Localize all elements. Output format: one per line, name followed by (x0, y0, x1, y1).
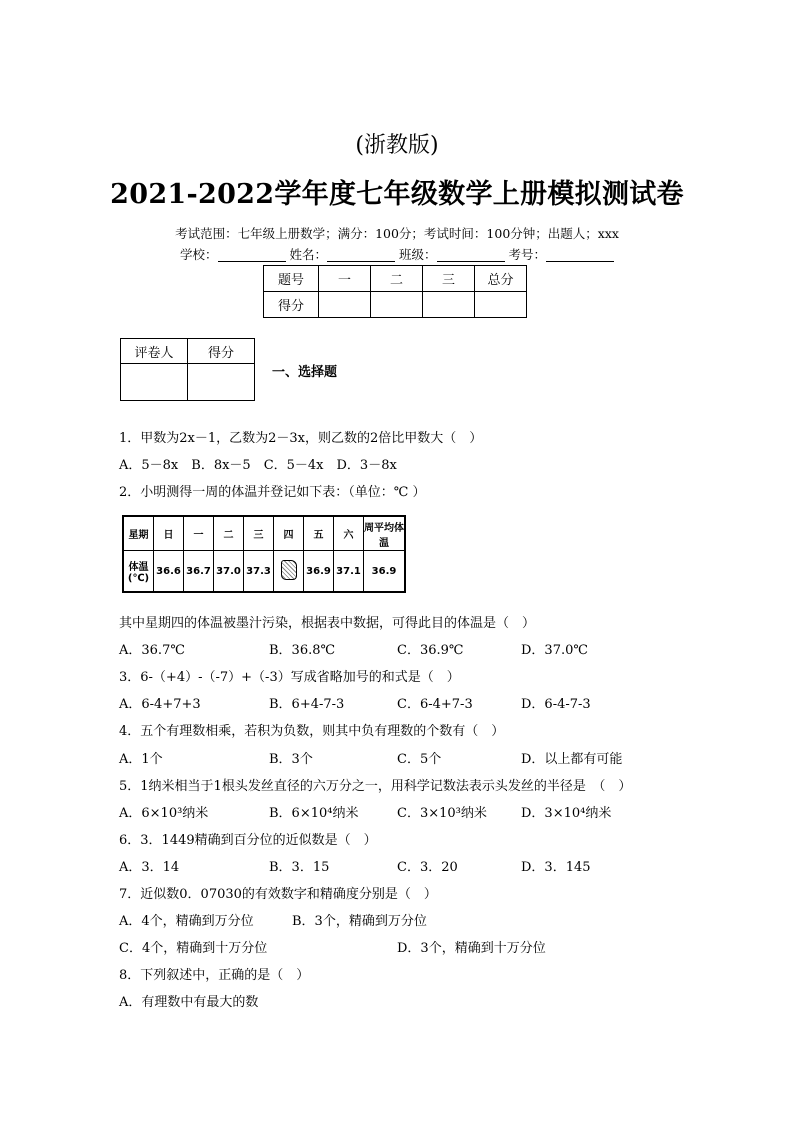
question-5-option-b[interactable]: B．6×10⁴纳米 (269, 806, 359, 821)
grader-label: 评卷人 (121, 339, 188, 364)
temp-header-cell: 二 (214, 516, 244, 551)
question-5-stem: 5．1纳米相当于1根头发丝直径的六万分之一，用科学记数法表示头发丝的半径是 （ ） (119, 779, 632, 794)
question-2-option-d[interactable]: D．37.0℃ (521, 643, 588, 658)
grader-table (120, 338, 255, 401)
question-2-option-c[interactable]: C．36.9℃ (397, 643, 464, 658)
temp-header-cell: 周平均体温 (364, 516, 406, 551)
score-header-cell: 一 (319, 266, 371, 292)
question-1-stem: 1．甲数为2x－1，乙数为2－3x，则乙数的2倍比甲数大（ ） (119, 431, 483, 446)
edition-label: (浙教版) (355, 133, 439, 158)
temp-value-cell: 36.7 (184, 551, 214, 593)
temp-row-label: 体温(℃) (123, 551, 154, 593)
question-6-option-d[interactable]: D．3．145 (521, 860, 591, 875)
grader-score-cell[interactable] (188, 364, 255, 401)
student-info-line (0, 245, 794, 263)
question-3-option-d[interactable]: D．6-4-7-3 (521, 697, 591, 712)
question-6-option-c[interactable]: C．3．20 (397, 860, 458, 875)
temp-value-cell: 37.0 (214, 551, 244, 593)
exam-info: 考试范围：七年级上册数学；满分：100分；考试时间：100分钟；出题人；xxx (175, 226, 619, 241)
question-7-option-b[interactable]: B．3个，精确到万分位 (292, 914, 427, 929)
temp-header-cell: 三 (244, 516, 274, 551)
question-8-stem: 8．下列叙述中，正确的是（ ） (119, 968, 310, 983)
temp-header-cell: 五 (304, 516, 334, 551)
school-blank[interactable] (218, 247, 286, 262)
score-cell[interactable] (475, 292, 527, 318)
section-title: 一、选择题 (272, 365, 338, 380)
question-1-options: A．5－8x B．8x－5 C．5－4x D．3－8x (119, 458, 397, 473)
question-6-option-a[interactable]: A．3．14 (119, 860, 180, 875)
score-table-header-row (264, 266, 527, 292)
question-2-option-a[interactable]: A．36.7℃ (119, 643, 185, 658)
question-4-option-d[interactable]: D．以上都有可能 (521, 752, 623, 767)
question-6-option-b[interactable]: B．3．15 (269, 860, 330, 875)
temperature-table-header (123, 516, 405, 551)
score-header-cell: 总分 (475, 266, 527, 292)
question-3-stem: 3．6-（+4）-（-7）+（-3）写成省略加号的和式是（ ） (119, 670, 460, 685)
question-5-option-c[interactable]: C．3×10³纳米 (397, 806, 487, 821)
question-4-stem: 4．五个有理数相乘，若积为负数，则其中负有理数的个数有（ ） (119, 724, 505, 739)
score-header-cell: 三 (423, 266, 475, 292)
score-cell[interactable] (423, 292, 475, 318)
question-6-stem: 6．3．1449精确到百分位的近似数是（ ） (119, 833, 377, 848)
question-3-option-c[interactable]: C．6-4+7-3 (397, 697, 473, 712)
question-2-stem: 2．小明测得一周的体温并登记如下表：（单位：℃ ） (119, 485, 426, 500)
grader-cell[interactable] (121, 364, 188, 401)
school-label: 学校： (179, 247, 218, 262)
temp-header-cell: 日 (154, 516, 184, 551)
temp-value-cell: 36.9 (304, 551, 334, 593)
score-cell[interactable] (371, 292, 423, 318)
name-label: 姓名： (289, 247, 327, 262)
temperature-table (122, 515, 406, 593)
name-blank[interactable] (327, 247, 395, 262)
score-header-cell: 二 (371, 266, 423, 292)
temperature-table-values (123, 551, 405, 593)
temp-value-cell: 37.1 (334, 551, 364, 593)
question-4-option-a[interactable]: A．1个 (119, 752, 163, 767)
question-7-option-a[interactable]: A．4个，精确到万分位 (119, 914, 254, 929)
question-2-stem-2: 其中星期四的体温被墨汁污染，根据表中数据，可得此目的体温是（ ） (119, 616, 536, 631)
score-table-score-row (264, 292, 527, 318)
exam-no-label: 考号： (508, 247, 546, 262)
temp-value-cell-ink-stain (274, 551, 304, 593)
score-table (263, 265, 527, 318)
exam-title: 2021-2022学年度七年级数学上册模拟测试卷 (110, 179, 684, 210)
question-8-option-a[interactable]: A．有理数中有最大的数 (119, 995, 259, 1010)
temp-header-cell: 一 (184, 516, 214, 551)
ink-stain-icon (281, 560, 297, 580)
question-5-option-d[interactable]: D．3×10⁴纳米 (521, 806, 612, 821)
score-header-cell: 题号 (264, 266, 319, 292)
class-blank[interactable] (437, 247, 505, 262)
temp-value-cell: 36.9 (364, 551, 406, 593)
question-3-option-b[interactable]: B．6+4-7-3 (269, 697, 345, 712)
question-4-option-c[interactable]: C．5个 (397, 752, 442, 767)
temp-header-cell: 四 (274, 516, 304, 551)
class-label: 班级： (398, 247, 437, 262)
question-7-option-d[interactable]: D．3个，精确到十万分位 (397, 941, 546, 956)
question-5-option-a[interactable]: A．6×10³纳米 (119, 806, 209, 821)
question-7-stem: 7．近似数0．07030的有效数字和精确度分别是（ ） (119, 887, 437, 902)
exam-no-blank[interactable] (546, 247, 614, 262)
question-7-option-c[interactable]: C．4个，精确到十万分位 (119, 941, 268, 956)
temp-header-cell: 星期 (123, 516, 154, 551)
temp-header-cell: 六 (334, 516, 364, 551)
score-row-label: 得分 (264, 292, 319, 318)
question-3-option-a[interactable]: A．6-4+7+3 (119, 697, 201, 712)
grader-score-label: 得分 (188, 339, 255, 364)
score-cell[interactable] (319, 292, 371, 318)
temp-value-cell: 37.3 (244, 551, 274, 593)
question-4-option-b[interactable]: B．3个 (269, 752, 313, 767)
temp-value-cell: 36.6 (154, 551, 184, 593)
question-2-option-b[interactable]: B．36.8℃ (269, 643, 336, 658)
